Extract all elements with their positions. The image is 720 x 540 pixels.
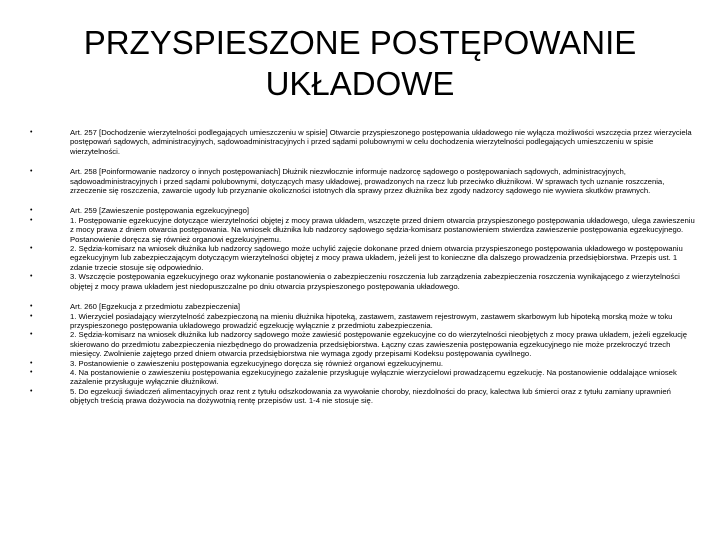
paragraph-art-259-heading [24,206,700,215]
bullet: • [30,387,33,395]
slide-title [0,22,720,104]
paragraph-art-257 [24,128,700,156]
slide-title-line-2: UKŁADOWE [265,65,455,102]
bullet: • [30,331,33,339]
paragraph-art-260-3 [24,359,700,368]
bullet: • [30,168,33,176]
bullet: • [30,207,33,215]
paragraph-art-259-2 [24,244,700,272]
paragraph-text: 2. Sędzia-komisarz na wniosek dłużnika lub nadzorcy sądowego może zawiesić postępowanie egzekucyjne co do wierzytelności nieobjętych z mocy prawa układem, jeżeli egzekucję skierowano do przedmiotu zabezpieczenia niezbędnego do prowadzenia przedsiębiorstwa. Łączny czas zawieszenia postępowania egzekucyjnego nie może przekroczyć trzech miesięcy. Zwolnienie zajętego przed dniem otwarcia przedsiębiorstwa nie wymaga zgody przepisami Kodeksu postępowania cywilnego. [70,330,688,359]
paragraph-art-260-4 [24,368,700,387]
bullet: • [30,303,33,311]
paragraph-text: 1. Postępowanie egzekucyjne dotyczące wierzytelności objętej z mocy prawa układem, wszczęte przed dniem otwarcia przyspieszonego postępowania układowego, ulega zawieszeniu z mocy prawa z dniem otwarcia postępowania. Na wniosek dłużnika lub nadzorcy sądowego sędzia-komisarz postanowieniem stwierdza zawieszenie postępowania egzekucyjnego. Postanowienie doręcza się również organowi egzekucyjnemu. [70,215,695,244]
paragraph-text: Art. 257 [Dochodzenie wierzytelności podlegających umieszczeniu w spisie] Otwarcie przyspieszonego postępowania układowego nie wyłącza możliwości wszczęcia przez wierzyciela postępowań sądowych, administracyjnych, sądowoadministracyjnych i przed sądami polubownymi w celu dochodzenia wierzytelności podlegających umieszczeniu w spisie wierzytelności. [70,128,692,156]
slide-content [24,128,700,406]
paragraph-text: 2. Sędzia-komisarz na wniosek dłużnika lub nadzorcy sądowego może uchylić zajęcie dokonane przed dniem otwarcia przyspieszonego postępowania układowego w postępowaniu egzekucyjnym lub zabezpieczającym dotyczącym wierzytelności objętej z mocy prawa układem, jeżeli jest to konieczne dla dalszego prowadzenia przedsiębiorstwa. Przepis ust. 1 zdanie trzecie stosuje się odpowiednio. [70,244,683,272]
paragraph-text: 3. Wszczęcie postępowania egzekucyjnego oraz wykonanie postanowienia o zabezpieczeniu roszczenia lub zarządzenia zabezpieczenia roszczenia wynikającego z wierzytelności objętej z mocy prawa układem jest niedopuszczalne po dniu otwarcia przyspieszonego postępowania układowego. [70,272,680,291]
paragraph-art-260-2 [24,330,700,358]
paragraph-text: Art. 260 [Egzekucja z przedmiotu zabezpieczenia] [70,302,241,312]
bullet: • [30,368,33,376]
paragraph-art-259-1 [24,216,700,244]
bullet: • [30,273,33,281]
paragraph-text: 3. Postanowienie o zawieszeniu postępowania egzekucyjnego doręcza się również organowi egzekucyjnemu. [70,358,444,368]
paragraph-art-260-heading [24,302,700,311]
paragraph-art-258 [24,167,700,195]
paragraph-art-259-3 [24,272,700,291]
paragraph-text: 5. Do egzekucji świadczeń alimentacyjnych oraz rent z tytułu odszkodowania za wywołanie choroby, niezdolności do pracy, kalectwa lub śmierci oraz z tytułu zamiany uprawnień objętych treścią prawa dożywocia na dożywotnią rentę przepisów ust. 1-4 nie stosuje się. [70,386,671,406]
paragraph-text: Art. 259 [Zawieszenie postępowania egzekucyjnego] [70,206,250,216]
bullet: • [30,129,33,136]
slide-title-line-1: PRZYSPIESZONE POSTĘPOWANIE [83,24,637,61]
bullet: • [30,216,33,224]
bullet: • [30,245,33,253]
paragraph-text: 1. Wierzyciel posiadający wierzytelność zabezpieczoną na mieniu dłużnika hipoteką, zastawem, zastawem rejestrowym, zastawem skarbowym lub hipoteką morską może w toku przyspieszonego postępowania układowego prowadzić egzekucję wyłącznie z przedmiotu zabezpieczenia. [70,311,673,330]
paragraph-text: Art. 258 [Poinformowanie nadzorcy o innych postępowaniach] Dłużnik niezwłocznie informuje nadzorcę sądowego o postępowaniach sądowych, administracyjnych, sądowoadministracyjnych i przed sądami polubownymi, dotyczących masy układowej, prowadzonych na rzecz lub przeciwko dłużnikowi. W sprawach tych uznanie roszczenia, zrzeczenie się roszczenia, zawarcie ugody lub przyznanie okoliczności istotnych dla sprawy przez dłużnika bez zgody nadzorcy sądowego nie wywiera skutków prawnych. [70,167,665,196]
paragraph-art-260-1 [24,312,700,331]
paragraph-art-260-5 [24,387,700,406]
bullet: • [30,312,33,320]
paragraph-text: 4. Na postanowienie o zawieszeniu postępowania egzekucyjnego zażalenie przysługuje wyłącznie wierzycielowi prowadzącemu egzekucję. Na postanowienie oddalające wniosek zażalenie przysługuje wyłącznie dłużnikowi. [70,367,677,387]
bullet: • [30,359,33,367]
